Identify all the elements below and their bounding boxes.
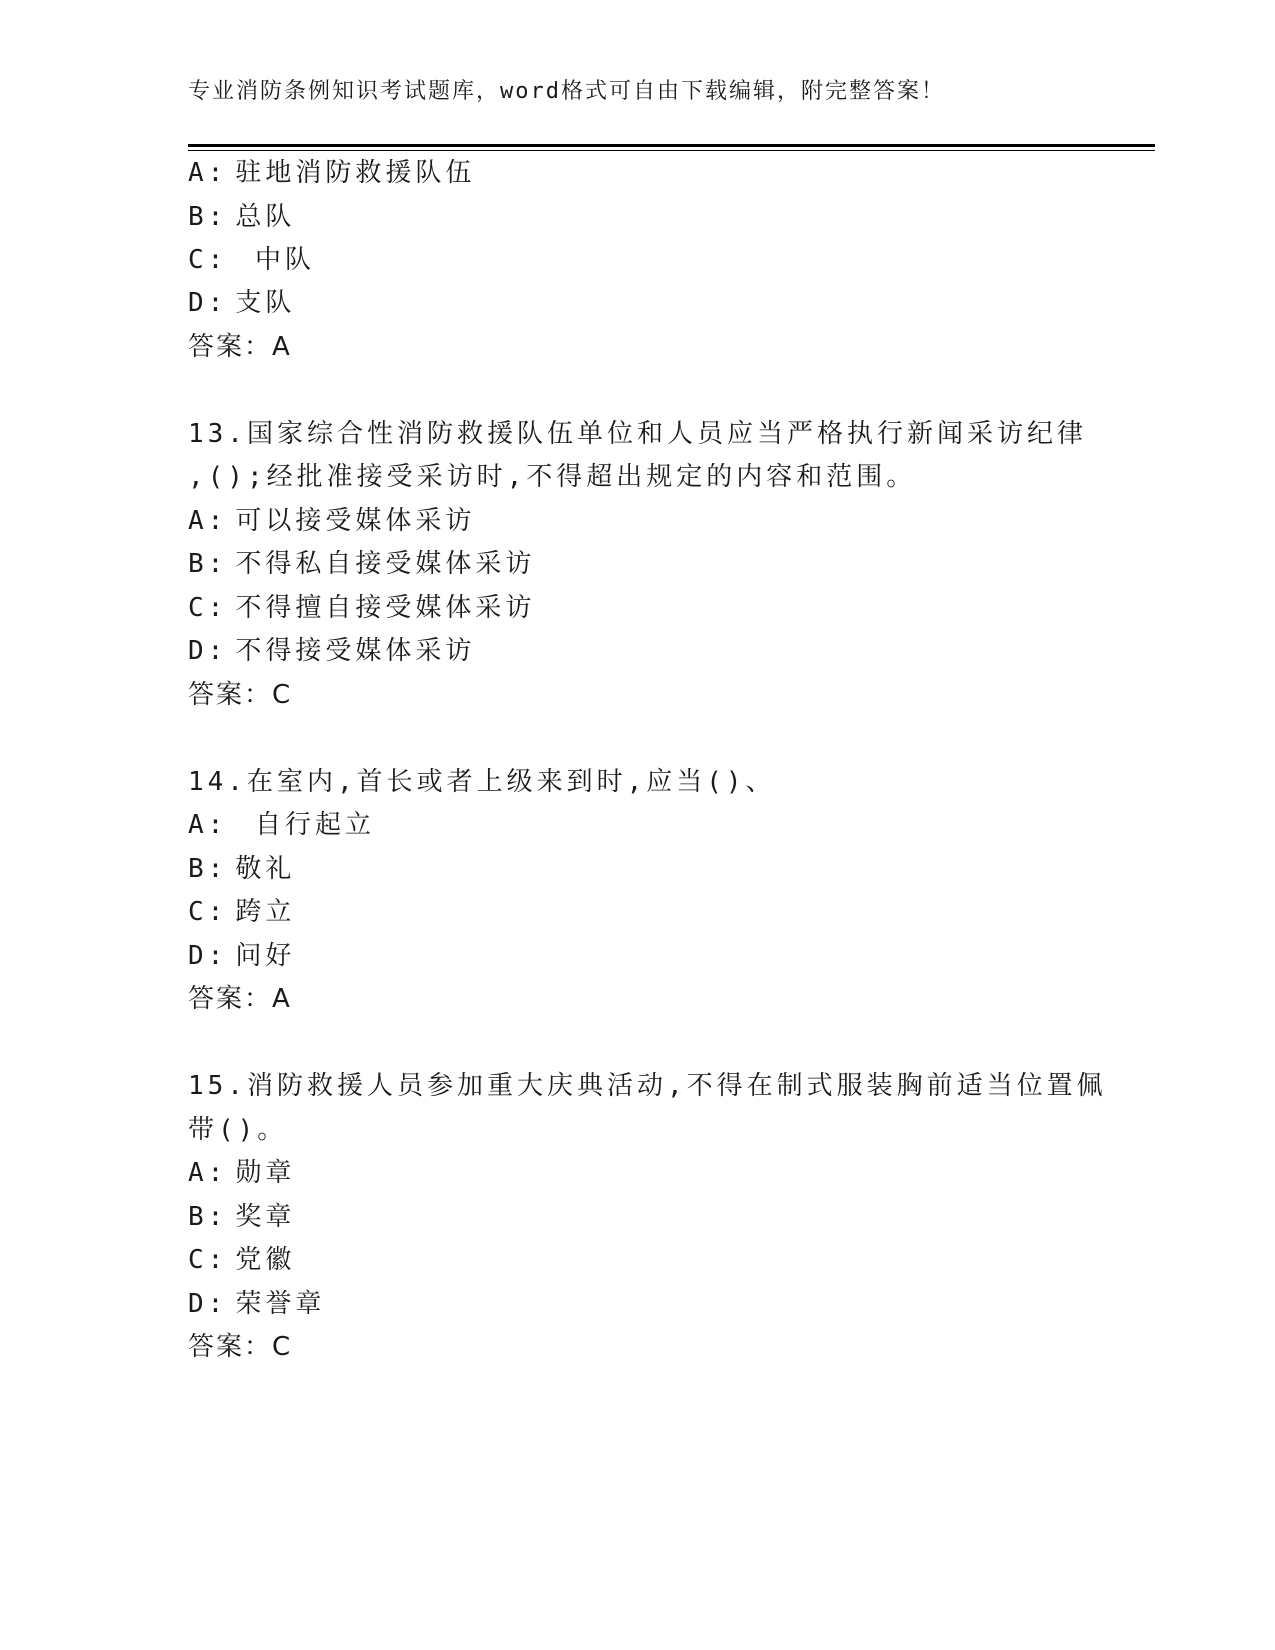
question-text: 13.国家综合性消防救援队伍单位和人员应当严格执行新闻采访纪律 [188, 419, 1087, 449]
option-line: A: 驻地消防救援队伍 [188, 158, 476, 188]
option-line: B: 总队 [188, 202, 296, 232]
option-line: D: 问好 [188, 941, 296, 971]
header-rule-thin [188, 150, 1155, 151]
option-line: D: 荣誉章 [188, 1289, 326, 1319]
option-line: C: 中队 [188, 245, 315, 275]
question-text: ,();经批准接受采访时,不得超出规定的内容和范围。 [188, 462, 917, 492]
option-line: D: 支队 [188, 288, 296, 318]
header-rule-thick [188, 144, 1155, 147]
option-line: C: 跨立 [188, 897, 296, 927]
option-line: A: 勋章 [188, 1158, 296, 1188]
question-text: 带()。 [188, 1115, 288, 1145]
question-text: 15.消防救援人员参加重大庆典活动,不得在制式服装胸前适当位置佩 [188, 1071, 1107, 1101]
answer-line: 答案：C [188, 680, 293, 710]
question-text: 14.在室内,首长或者上级来到时,应当()、 [188, 767, 776, 797]
option-line: C: 不得擅自接受媒体采访 [188, 593, 536, 623]
option-line: D: 不得接受媒体采访 [188, 636, 476, 666]
option-line: C: 党徽 [188, 1245, 296, 1275]
answer-line: 答案：C [188, 1332, 293, 1362]
page-header: 专业消防条例知识考试题库，word格式可自由下载编辑，附完整答案！ [188, 79, 945, 104]
answer-line: 答案：A [188, 984, 292, 1014]
option-line: B: 奖章 [188, 1202, 296, 1232]
answer-line: 答案：A [188, 332, 292, 362]
option-line: A: 可以接受媒体采访 [188, 506, 476, 536]
option-line: B: 不得私自接受媒体采访 [188, 549, 536, 579]
option-line: A: 自行起立 [188, 810, 375, 840]
option-line: B: 敬礼 [188, 854, 296, 884]
